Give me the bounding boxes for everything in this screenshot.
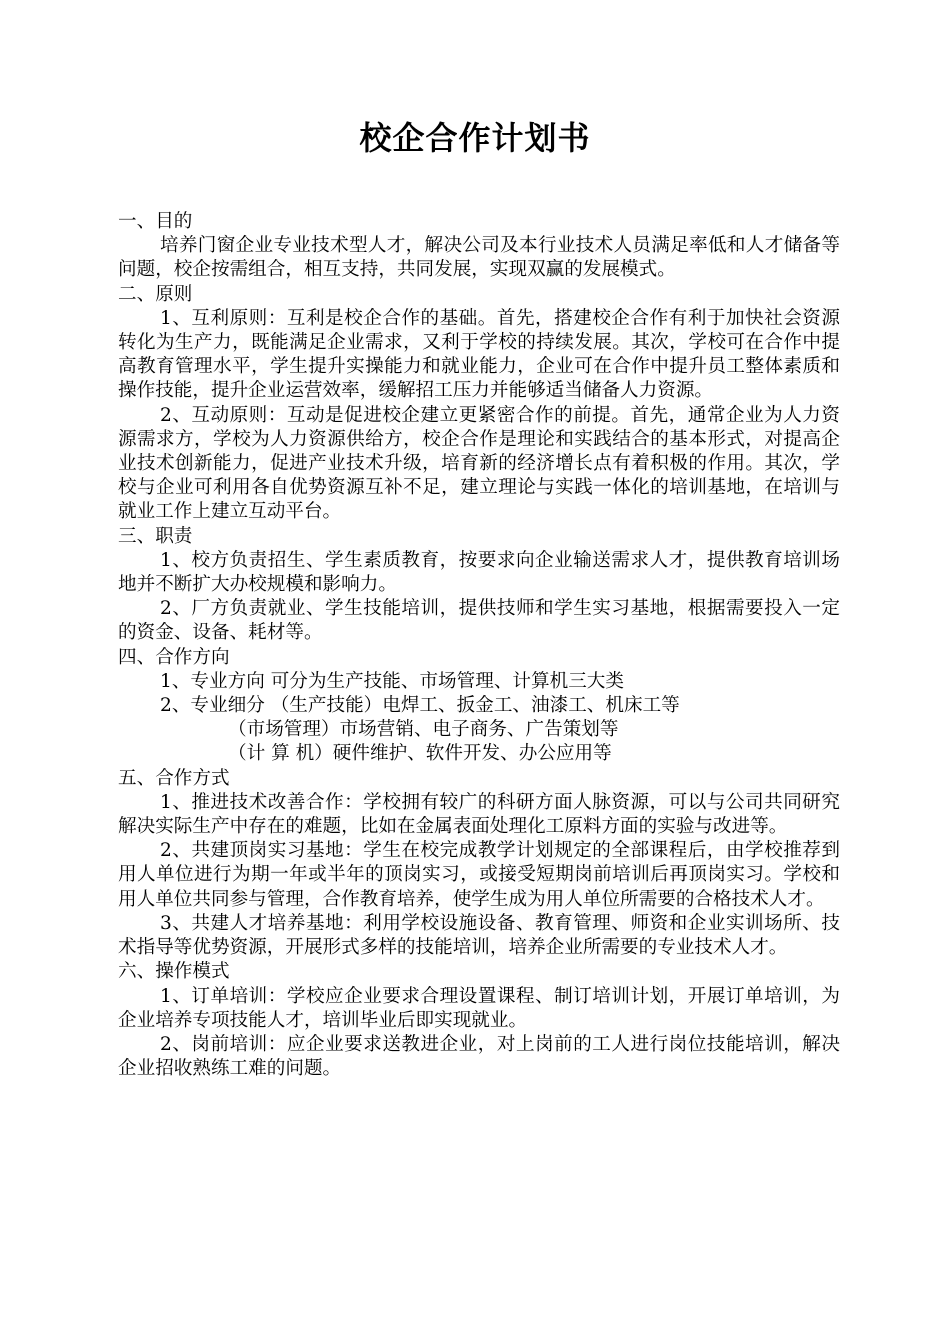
direction-line-subdivision-market: （市场管理）市场营销、电子商务、广告策划等 <box>228 719 619 741</box>
direction-line-subdivision-computer: （计 算 机）硬件维护、软件开发、办公应用等 <box>228 743 612 765</box>
section-heading-cooperation-direction: 四、合作方向 <box>118 646 230 668</box>
section-heading-operation-mode: 六、操作模式 <box>118 961 230 983</box>
principle-mutual-benefit-paragraph: 1、互利原则：互利是校企合作的基础。首先，搭建校企合作有利于加快社会资源转化为生产力，既能满足企业需求，又利于学校的持续发展。其次，学校可在合作中提高教育管理水平，学生提升实操能力和就业能力，企业可在合作中提升员工整体素质和操作技能，提升企业运营效率，缓解招工压力并能够适当储备人力资源。 <box>118 307 840 402</box>
direction-line-major: 1、专业方向 可分为生产技能、市场管理、计算机三大类 <box>160 670 624 692</box>
school-responsibility-paragraph: 1、校方负责招生、学生素质教育，按要求向企业输送需求人才，提供教育培训场地并不断扩大办校规模和影响力。 <box>118 549 840 596</box>
factory-responsibility-paragraph: 2、厂方负责就业、学生技能培训，提供技师和学生实习基地，根据需要投入一定的资金、设备、耗材等。 <box>118 598 840 644</box>
section-heading-responsibilities: 三、职责 <box>118 525 193 547</box>
method-talent-base-paragraph: 3、共建人才培养基地：利用学校设施设备、教育管理、师资和企业实训场所、技术指导等优势资源，开展形式多样的技能培训，培养企业所需要的专业技术人才。 <box>118 912 840 959</box>
section-heading-purpose: 一、目的 <box>118 211 193 232</box>
section-heading-cooperation-methods: 五、合作方式 <box>118 767 230 789</box>
mode-pre-job-training-paragraph: 2、岗前培训：应企业要求送教进企业，对上岗前的工人进行岗位技能培训，解决企业招收熟练工难的问题。 <box>118 1033 840 1080</box>
document-body <box>118 210 840 1081</box>
purpose-paragraph: 培养门窗企业专业技术型人才，解决公司及本行业技术人员满足率低和人才储备等问题，校企按需组合，相互支持，共同发展，实现双赢的发展模式。 <box>118 235 840 281</box>
method-technology-paragraph: 1、推进技术改善合作：学校拥有较广的科研方面人脉资源，可以与公司共同研究解决实际生产中存在的难题，比如在金属表面处理化工原料方面的实验与改进等。 <box>118 791 840 838</box>
section-heading-principles: 二、原则 <box>118 283 193 305</box>
direction-line-subdivision-production: 2、专业细分 （生产技能）电焊工、扳金工、油漆工、机床工等 <box>160 695 680 717</box>
method-internship-base-paragraph: 2、共建顶岗实习基地：学生在校完成教学计划规定的全部课程后，由学校推荐到用人单位进行为期一年或半年的顶岗实习，或接受短期岗前培训后再顶岗实习。学校和用人单位共同参与管理，合作教育培养，使学生成为用人单位所需要的合格技术人才。 <box>118 840 840 910</box>
document-title: 校企合作计划书 <box>359 119 591 157</box>
mode-order-training-paragraph: 1、订单培训：学校应企业要求合理设置课程、制订培训计划，开展订单培训，为企业培养专项技能人才，培训毕业后即实现就业。 <box>118 985 840 1031</box>
principle-interaction-paragraph: 2、互动原则：互动是促进校企建立更紧密合作的前提。首先，通常企业为人力资源需求方，学校为人力资源供给方，校企合作是理论和实践结合的基本形式，对提高企业技术创新能力，促进产业技术升级，培育新的经济增长点有着积极的作用。其次，学校与企业可利用各自优势资源互补不足，建立理论与实践一体化的培训基地，在培训与就业工作上建立互动平台。 <box>118 404 840 523</box>
